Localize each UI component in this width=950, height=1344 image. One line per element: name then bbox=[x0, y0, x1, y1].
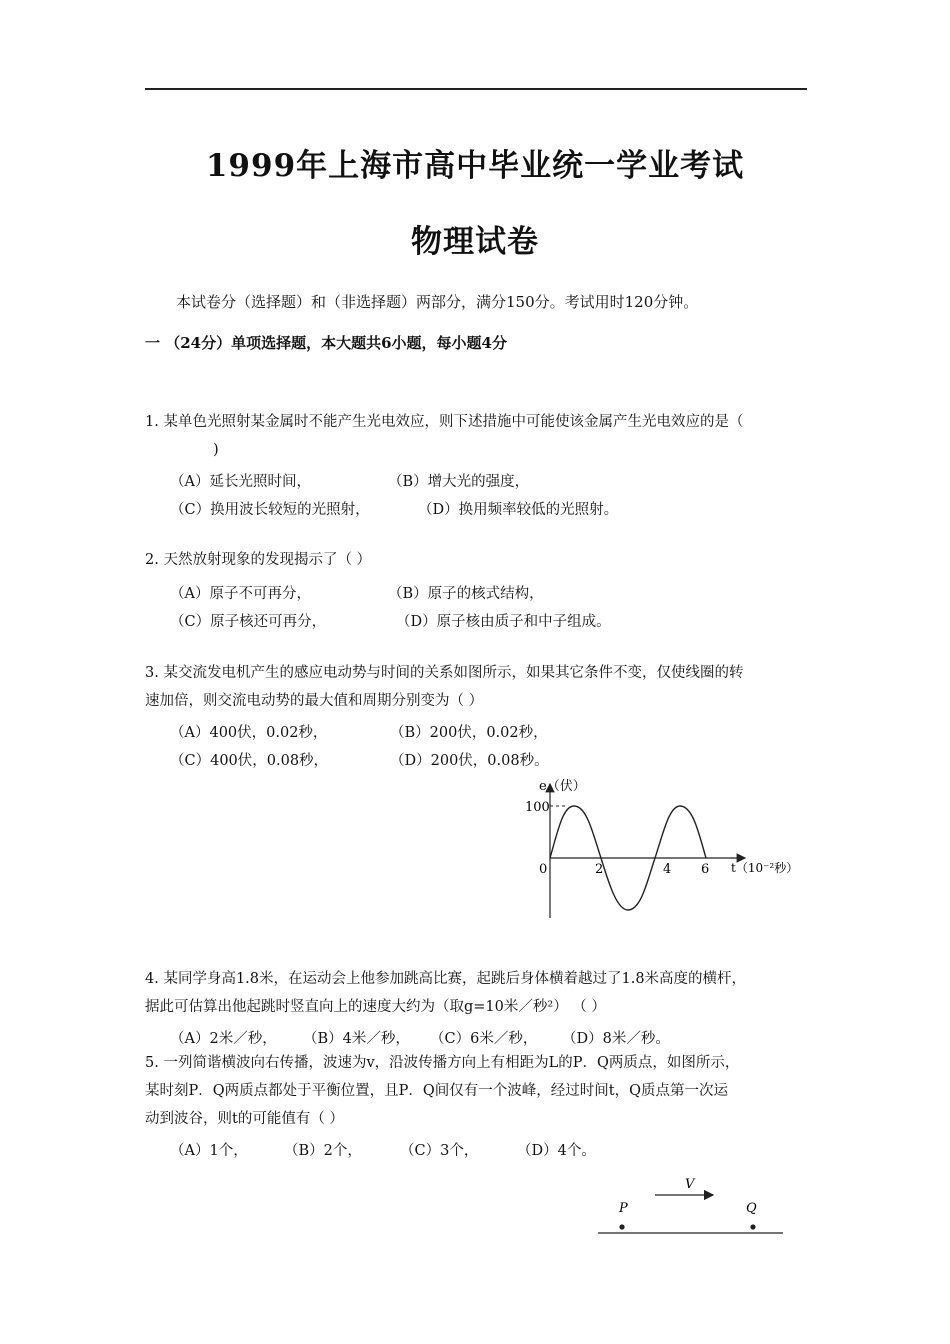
option-d: （D）200伏，0.08秒。 bbox=[390, 753, 549, 769]
question-stem: 5. 一列简谐横波向右传播，波速为v，沿波传播方向上有相距为L的P．Q两质点，如图所示， bbox=[145, 1055, 740, 1071]
section-heading: 一 （24分）单项选择题，本大题共6小题，每小题4分 bbox=[145, 334, 507, 352]
exam-title: 1999年上海市高中毕业统一学业考试 bbox=[205, 148, 745, 184]
option-d: （D）原子核由质子和中子组成。 bbox=[396, 614, 611, 630]
option-c: （C）3个， bbox=[400, 1143, 479, 1159]
wave-pq-diagram bbox=[595, 1170, 795, 1240]
y-tick-label: 100 bbox=[525, 800, 550, 815]
option-c: （C）6米／秒， bbox=[430, 1031, 538, 1047]
question-stem-cont: ) bbox=[213, 442, 219, 458]
option-d: （D）4个。 bbox=[517, 1143, 596, 1159]
question-stem: 4. 某同学身高1.8米，在运动会上他参加跳高比赛，起跳后身体横着越过了1.8米高度的横杆， bbox=[145, 971, 747, 987]
top-rule bbox=[145, 88, 807, 90]
x-tick-label: 4 bbox=[663, 862, 672, 877]
emf-time-graph bbox=[505, 772, 825, 924]
question-5 bbox=[145, 1049, 810, 1133]
question-stem: 3. 某交流发电机产生的感应电动势与时间的关系如图所示，如果其它条件不变，仅使线圈的转 bbox=[145, 665, 744, 681]
point-q bbox=[750, 1224, 755, 1229]
x-tick-label: 2 bbox=[595, 862, 604, 877]
option-b: （B）原子的核式结构， bbox=[388, 586, 544, 602]
question-4 bbox=[145, 965, 810, 1021]
option-b: （B）4米／秒， bbox=[303, 1031, 410, 1047]
option-a: （A）原子不可再分， bbox=[170, 586, 311, 602]
question-stem-cont: 动到波谷，则t的可能值有（ ） bbox=[145, 1111, 344, 1127]
x-axis-label: t（10⁻²秒） bbox=[731, 861, 799, 875]
option-b: （B）200伏，0.02秒， bbox=[390, 725, 548, 741]
velocity-label: V bbox=[685, 1177, 695, 1192]
option-d: （D）8米／秒。 bbox=[562, 1031, 670, 1047]
option-b: （B）增大光的强度， bbox=[388, 474, 530, 490]
option-d: （D）换用频率较低的光照射。 bbox=[418, 502, 619, 518]
paper-subtitle: 物理试卷 bbox=[411, 224, 539, 260]
question-stem-cont: 某时刻P．Q两质点都处于平衡位置，且P．Q间仅有一个波峰，经过时间t，Q质点第一次运 bbox=[145, 1083, 728, 1099]
option-b: （B）2个， bbox=[284, 1143, 362, 1159]
option-c: （C）换用波长较短的光照射， bbox=[170, 502, 370, 518]
option-a: （A）2米／秒， bbox=[170, 1031, 277, 1047]
question-3 bbox=[145, 659, 810, 715]
question-stem-cont: 速加倍，则交流电动势的最大值和周期分别变为（ ） bbox=[145, 693, 484, 709]
option-a: （A）1个， bbox=[170, 1143, 248, 1159]
point-p-label: P bbox=[619, 1201, 628, 1216]
point-q-label: Q bbox=[746, 1201, 757, 1216]
question-stem-cont: 据此可估算出他起跳时竖直向上的速度大约为（取g=10米／秒²） （ ） bbox=[145, 999, 606, 1015]
option-a: （A）延长光照时间， bbox=[170, 474, 311, 490]
question-stem: 1. 某单色光照射某金属时不能产生光电效应，则下述措施中可能使该金属产生光电效应的是（ bbox=[145, 414, 744, 430]
option-c: （C）400伏，0.08秒， bbox=[170, 753, 329, 769]
question-1 bbox=[145, 408, 810, 464]
point-p bbox=[619, 1224, 624, 1229]
option-c: （C）原子核还可再分， bbox=[170, 614, 327, 630]
question-stem: 2. 天然放射现象的发现揭示了（ ） bbox=[145, 552, 372, 568]
x-tick-label: 6 bbox=[701, 862, 710, 877]
y-axis-label: e（伏） bbox=[539, 779, 586, 794]
option-a: （A）400伏，0.02秒， bbox=[170, 725, 328, 741]
origin-label: 0 bbox=[539, 862, 548, 877]
question-2 bbox=[145, 546, 810, 574]
intro-text: 本试卷分（选择题）和（非选择题）两部分，满分150分。考试用时120分钟。 bbox=[176, 293, 699, 311]
